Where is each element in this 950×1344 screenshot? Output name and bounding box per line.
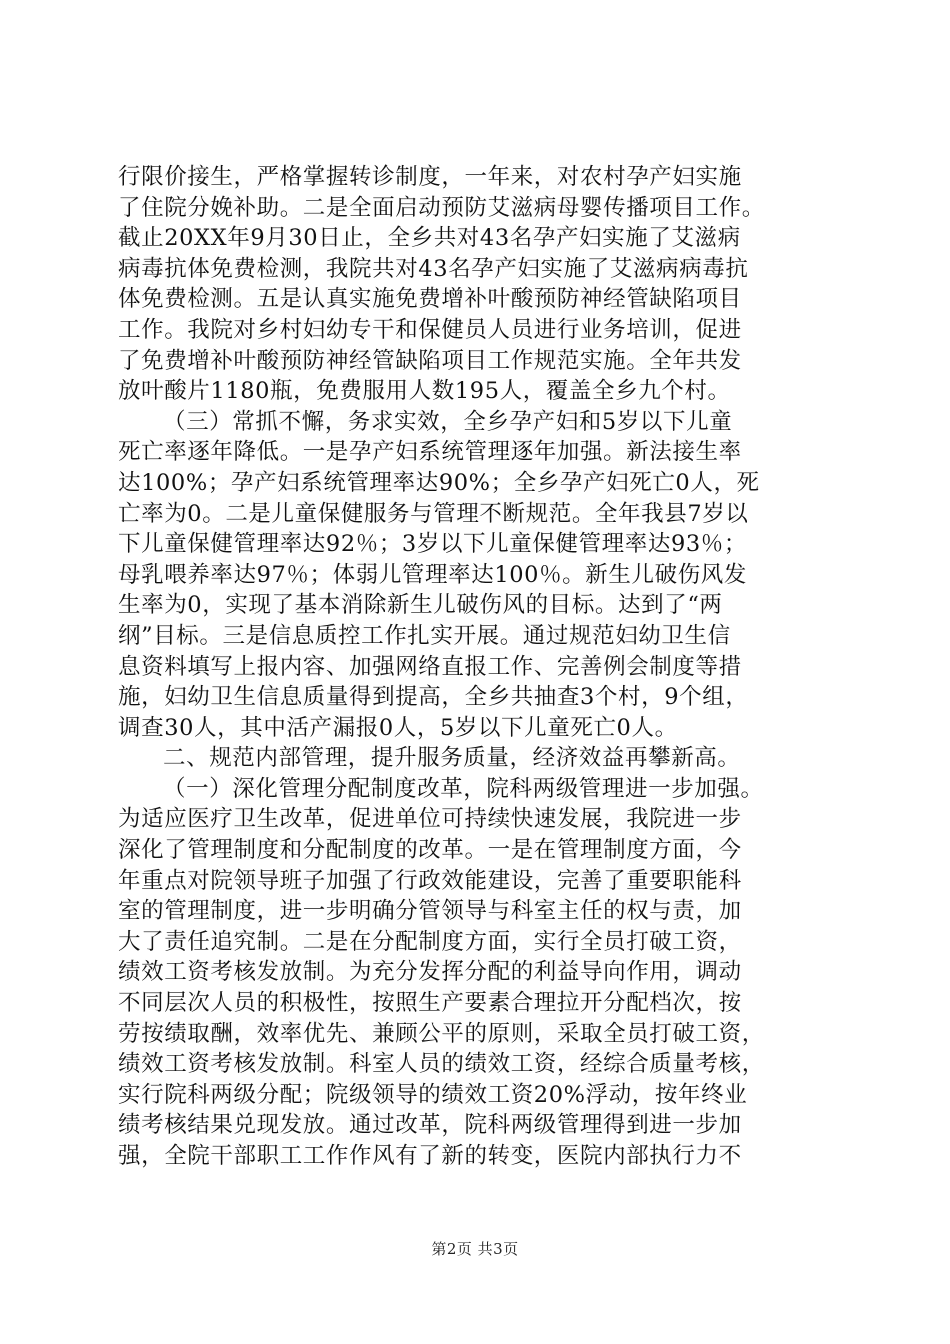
text-line: 母乳喂养率达97％；体弱儿管理率达100％。新生儿破伤风发 [118, 561, 747, 588]
section-heading: 二、规范内部管理，提升服务质量，经济效益再攀新高。 [163, 745, 741, 772]
text-line: （一）深化管理分配制度改革，院科两级管理进一步加强。 [163, 775, 764, 802]
text-line: 绩效工资考核发放制。为充分发挥分配的利益导向作用，调动 [118, 959, 742, 986]
text-line: 工作。我院对乡村妇幼专干和保健员人员进行业务培训，促进 [118, 316, 742, 343]
text-line: 行限价接生，严格掌握转诊制度，一年来，对农村孕产妇实施 [118, 164, 742, 190]
text-line: 室的管理制度，进一步明确分管领导与科室主任的权与责，加 [118, 898, 742, 925]
text-line: 为适应医疗卫生改革，促进单位可持续快速发展，我院进一步 [118, 806, 742, 833]
text-line: 放叶酸片1180瓶，免费服用人数195人，覆盖全乡九个村。 [118, 378, 731, 405]
text-line: 施，妇幼卫生信息质量得到提高，全乡共抽查3个村，9个组， [118, 684, 749, 711]
text-line: 不同层次人员的积极性，按照生产要素合理拉开分配档次，按 [118, 990, 742, 1017]
text-line: 年重点对院领导班子加强了行政效能建设，完善了重要职能科 [118, 867, 742, 894]
text-line: 截止20XX年9月30日止，全乡共对43名孕产妇实施了艾滋病 [118, 225, 741, 252]
text-line: 病毒抗体免费检测，我院共对43名孕产妇实施了艾滋病病毒抗 [118, 255, 749, 282]
text-line: 调查30人，其中活产漏报0人，5岁以下儿童死亡0人。 [118, 714, 678, 741]
body-text [118, 162, 830, 1172]
text-line: 纲”目标。三是信息质控工作扎实开展。通过规范妇幼卫生信 [118, 622, 731, 649]
text-line: 强，全院干部职工工作作风有了新的转变，医院内部执行力不 [118, 1143, 742, 1169]
text-line: 下儿童保健管理率达92％；3岁以下儿童保健管理率达93％； [118, 531, 747, 558]
text-line: 大了责任追究制。二是在分配制度方面，实行全员打破工资， [118, 928, 742, 955]
text-line: 生率为0，实现了基本消除新生儿破伤风的目标。达到了“两 [118, 592, 723, 619]
text-line: 劳按绩取酬，效率优先、兼顾公平的原则，采取全员打破工资， [118, 1020, 765, 1047]
text-line: 亡率为0。二是儿童保健服务与管理不断规范。全年我县7岁以 [118, 500, 749, 527]
text-line: 死亡率逐年降低。一是孕产妇系统管理逐年加强。新法接生率 [118, 439, 742, 466]
text-line: 了免费增补叶酸预防神经管缺陷项目工作规范实施。全年共发 [118, 347, 742, 374]
text-line: 绩效工资考核发放制。科室人员的绩效工资，经综合质量考核， [118, 1051, 765, 1078]
text-line: 息资料填写上报内容、加强网络直报工作、完善例会制度等措 [118, 653, 742, 680]
text-line: 了住院分娩补助。二是全面启动预防艾滋病母婴传播项目工作。 [118, 194, 765, 221]
text-line: 实行院科两级分配；院级领导的绩效工资20%浮动，按年终业 [118, 1081, 748, 1108]
text-line: 体免费检测。五是认真实施免费增补叶酸预防神经管缺陷项目 [118, 286, 742, 313]
page-number-footer: 第2页 共3页 [431, 1240, 519, 1258]
text-line: 绩考核结果兑现发放。通过改革，院科两级管理得到进一步加 [118, 1112, 742, 1139]
text-line: （三）常抓不懈，务求实效，全乡孕产妇和5岁以下儿童 [163, 408, 733, 435]
text-line: 深化了管理制度和分配制度的改革。一是在管理制度方面，今 [118, 837, 742, 864]
text-line: 达100%；孕产妇系统管理率达90%；全乡孕产妇死亡0人，死 [118, 469, 760, 496]
